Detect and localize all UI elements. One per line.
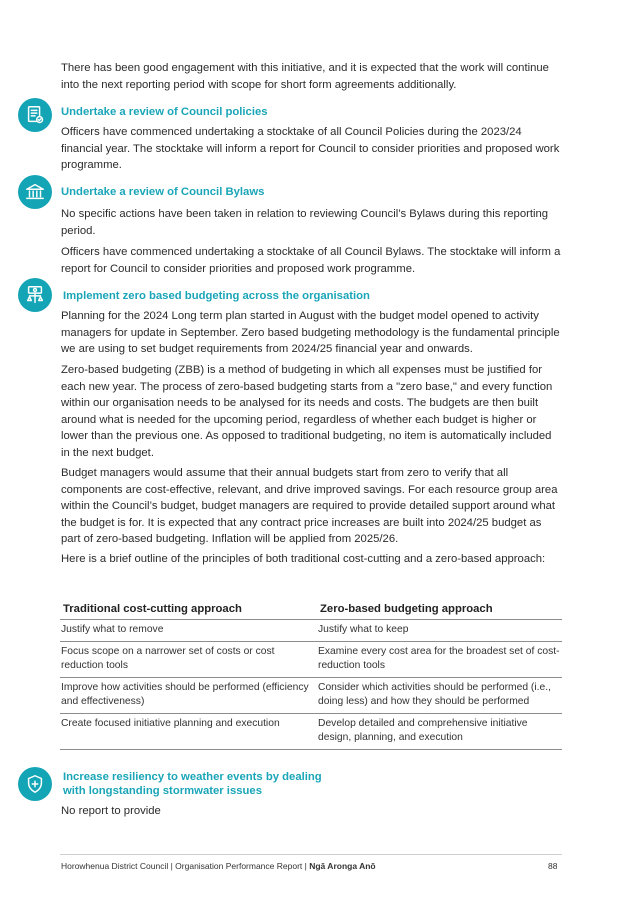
resiliency-heading-line-1: Increase resiliency to weather events by dealing: [63, 771, 322, 783]
policy-document-icon: [18, 98, 52, 132]
column-header-traditional: Traditional cost-cutting approach: [60, 600, 316, 620]
bylaws-body-1: No specific actions have been taken in relation to reviewing Council’s Bylaws during this reporting period.: [61, 208, 549, 237]
table-cell: Examine every cost area for the broadest set of cost-reduction tools: [316, 642, 562, 678]
table-cell: Justify what to keep: [316, 620, 562, 642]
table-row: [60, 642, 562, 678]
resiliency-heading-line-2: with longstanding stormwater issues: [63, 785, 262, 797]
footer-title: Horowhenua District Council | Organisation Performance Report |: [61, 861, 310, 871]
zbb-body-2: Zero-based budgeting (ZBB) is a method of budgeting in which all expenses must be justified for each new year. The process of zero-based budgeting starts from a "zero base," and every function within our organisation needs to be analysed for its needs and costs. The budgets are then built around what is needed for the upcoming period, regardless of whether each budget is higher or lower than the previous one. As opposed to traditional budgeting, no item is automatically included in the next budget.: [61, 364, 553, 459]
column-header-zero-based: Zero-based budgeting approach: [316, 600, 562, 620]
table-cell: Create focused initiative planning and execution: [60, 714, 316, 750]
shield-plus-icon: [18, 767, 52, 801]
intro-paragraph: There has been good engagement with this initiative, and it is expected that the work will continue into the next reporting period with scope for short form agreements additionally.: [61, 62, 549, 91]
page-number: 88: [548, 861, 558, 871]
policies-body: Officers have commenced undertaking a stocktake of all Council Policies during the 2023/24 financial year. The stocktake will inform a report for Council to consider priorities and proposed work programme.: [61, 126, 560, 171]
table-header-row: [60, 600, 562, 620]
comparison-table: [60, 600, 562, 750]
table-cell: Focus scope on a narrower set of costs or cost reduction tools: [60, 642, 316, 678]
zbb-body-3: Budget managers would assume that their annual budgets start from zero to verify that all components are cost-effective, relevant, and drive improved savings. For each resource group area within the Council’s budget, budget managers are required to provide detailed support around what the budget is for. It is expected that any contract price increases are built into 2024/25 budget as part of zero-based budgeting. Inflation will be applied from 2025/26.: [61, 467, 558, 545]
table-row: [60, 714, 562, 750]
policies-heading: Undertake a review of Council policies: [61, 106, 268, 118]
zbb-body-4: Here is a brief outline of the principles of both traditional cost-cutting and a zero-based approach:: [61, 553, 546, 565]
budget-scales-icon: [18, 278, 52, 312]
footer-bold: Ngā Aronga Anō: [309, 861, 376, 871]
footer-divider: [60, 854, 562, 855]
zbb-heading: Implement zero based budgeting across the organisation: [63, 290, 370, 302]
table-cell: Improve how activities should be performed (efficiency and effectiveness): [60, 678, 316, 714]
table-row: [60, 620, 562, 642]
table-cell: Justify what to remove: [60, 620, 316, 642]
footer-text: [61, 861, 376, 871]
table-cell: Consider which activities should be performed (i.e., doing less) and how they should be performed: [316, 678, 562, 714]
table-cell: Develop detailed and comprehensive initiative design, planning, and execution: [316, 714, 562, 750]
table-row: [60, 678, 562, 714]
zbb-body-1: Planning for the 2024 Long term plan started in August with the budget model opened to activity managers for update in September. Zero based budgeting methodology is the fundamental principle we are using to set budget requirements from 2024/25 financial year and onwards.: [61, 310, 560, 355]
bylaws-heading: Undertake a review of Council Bylaws: [61, 186, 265, 198]
bylaws-body-2: Officers have commenced undertaking a stocktake of all Council Bylaws. The stocktake will inform a report for Council to consider priorities and proposed work programme.: [61, 246, 561, 275]
resiliency-body: No report to provide: [61, 805, 161, 817]
council-building-icon: [18, 175, 52, 209]
